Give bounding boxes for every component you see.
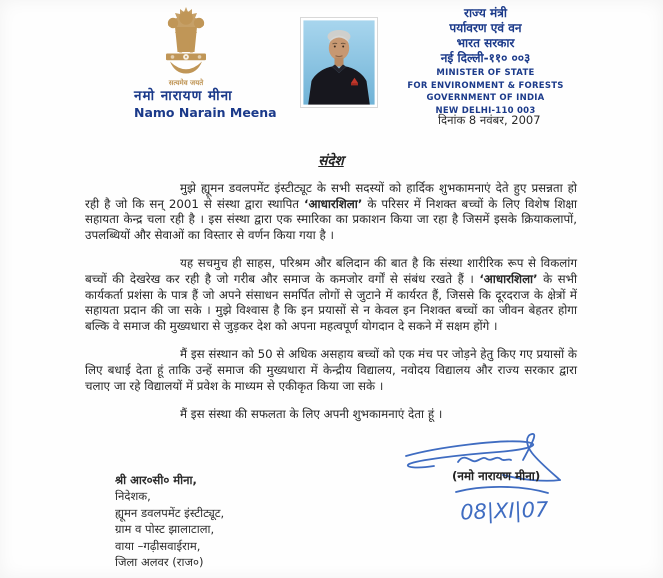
paragraph-text: के सभी कार्यकर्ता प्रशंसा के पात्र हैं जो अपने संसाधन समर्पित लोगों से जुटाने में कार्यरत हैं, जिससे कि दूरदराज के क्षेत्रों में सहायता प्रदान की जा सके । मुझे विश्वास है कि इन प्रयासों से न केवल इन निशक्त बच्चों का जीवन बेहतर होगा बल्कि वे समाज की मुख्यधारा से जुड़कर देश को अपना महत्वपूर्ण योगदान दे सकने में सक्षम होंगे ।	[85, 271, 577, 333]
sender-line: निदेशक,	[115, 489, 151, 504]
office-line-english: FOR ENVIRONMENT & FORESTS	[407, 80, 564, 91]
sender-line: जिला अलवर (राज०)	[115, 555, 204, 570]
minister-name-hindi: नमो नारायण मीना	[134, 88, 233, 104]
letter-date: दिनांक 8 नवंबर, 2007	[438, 113, 541, 127]
sender-line: ग्राम व पोस्ट झालाटाला,	[115, 522, 215, 537]
paragraph	[85, 256, 577, 334]
paragraph	[85, 347, 577, 394]
handwritten-date	[452, 482, 552, 528]
office-line-english: MINISTER OF STATE	[436, 68, 535, 78]
signatory-name: (नमो नारायण मीना)	[452, 469, 541, 483]
paragraph-text: यह सचमुच ही साहस, परिश्रम और बलिदान की बात है कि संस्था शारीरिक रूप से विकलांग बच्चों की देखरेख कर रही है जो गरीब और समाज के कमजोर वर्गों से संबंध रखते हैं ।	[85, 256, 577, 286]
office-line-hindi: पर्यावरण एवं वन	[449, 21, 522, 35]
handwritten-date-text: 08|XI|07	[459, 497, 549, 525]
sender-address-block	[115, 472, 355, 570]
paragraph	[85, 181, 577, 243]
emblem-motto: सत्यमेव जयते	[168, 79, 204, 87]
paragraph-text: मैं इस संस्था की सफलता के लिए अपनी शुभकामनाएं देता हूं ।	[180, 407, 443, 422]
office-line-english: GOVERNMENT OF INDIA	[426, 93, 545, 103]
paragraph-bold-text: ‘आधारशिला’	[479, 271, 538, 286]
office-line-hindi: नई दिल्ली-११० ००३	[440, 51, 531, 65]
paragraph-bold-text: ‘आधारशिला’	[304, 196, 363, 211]
paragraph	[85, 407, 577, 423]
office-header-block	[383, 6, 588, 116]
letter-body	[85, 181, 577, 436]
minister-name-block	[134, 88, 314, 121]
sender-line: वाया –गढ़ीसवाईराम,	[115, 538, 201, 553]
ashoka-emblem-icon	[158, 5, 214, 89]
office-line-english: NEW DELHI-110 003	[435, 105, 536, 116]
paragraph-text: के परिसर में निशक्त बच्चों के लिए विशेष शिक्षा सहायता केन्द्र चला रही है । इस संस्था द्वारा एक स्मारिका का प्रकाशन किया जा रहा है जिसमें इसके क्रियाकलापों, उपलब्धियों और सेवाओं का विस्तार से वर्णन किया गया है ।	[85, 196, 577, 242]
paragraph-text: मैं इस संस्थान को 50 से अधिक असहाय बच्चों को एक मंच पर जोड़ने हेतु किए गए प्रयासों के लिए बधाई देता हूं ताकि उन्हें समाज की मुख्यधारा में केन्द्रीय विद्यालय, नवोदय विद्यालय और राज्य सरकार द्वारा चलाए जा रहे विद्यालयों में प्रवेश के माध्यम से एकीकृत किया जा सके ।	[85, 347, 577, 393]
letter-title	[85, 151, 577, 169]
office-line-hindi: राज्य मंत्री	[464, 6, 507, 20]
portrait-photo	[300, 17, 378, 108]
paragraph-text: मुझे ह्यूमन डवलपमेंट इंस्टीट्यूट के सभी सदस्यों को हार्दिक शुभकामनाएं देते हुए प्रसन्नता हो रही है जो कि सन् 2001 से संस्था द्वारा स्थापित	[85, 181, 577, 211]
sender-line: ह्यूमन डवलपमेंट इंस्टीट्यूट,	[115, 505, 225, 520]
letter-title-text: संदेश	[318, 153, 344, 169]
minister-name-english: Namo Narain Meena	[134, 105, 277, 120]
office-line-hindi: भारत सरकार	[456, 36, 515, 50]
sender-line: श्री आर०सी० मीना,	[115, 473, 197, 487]
